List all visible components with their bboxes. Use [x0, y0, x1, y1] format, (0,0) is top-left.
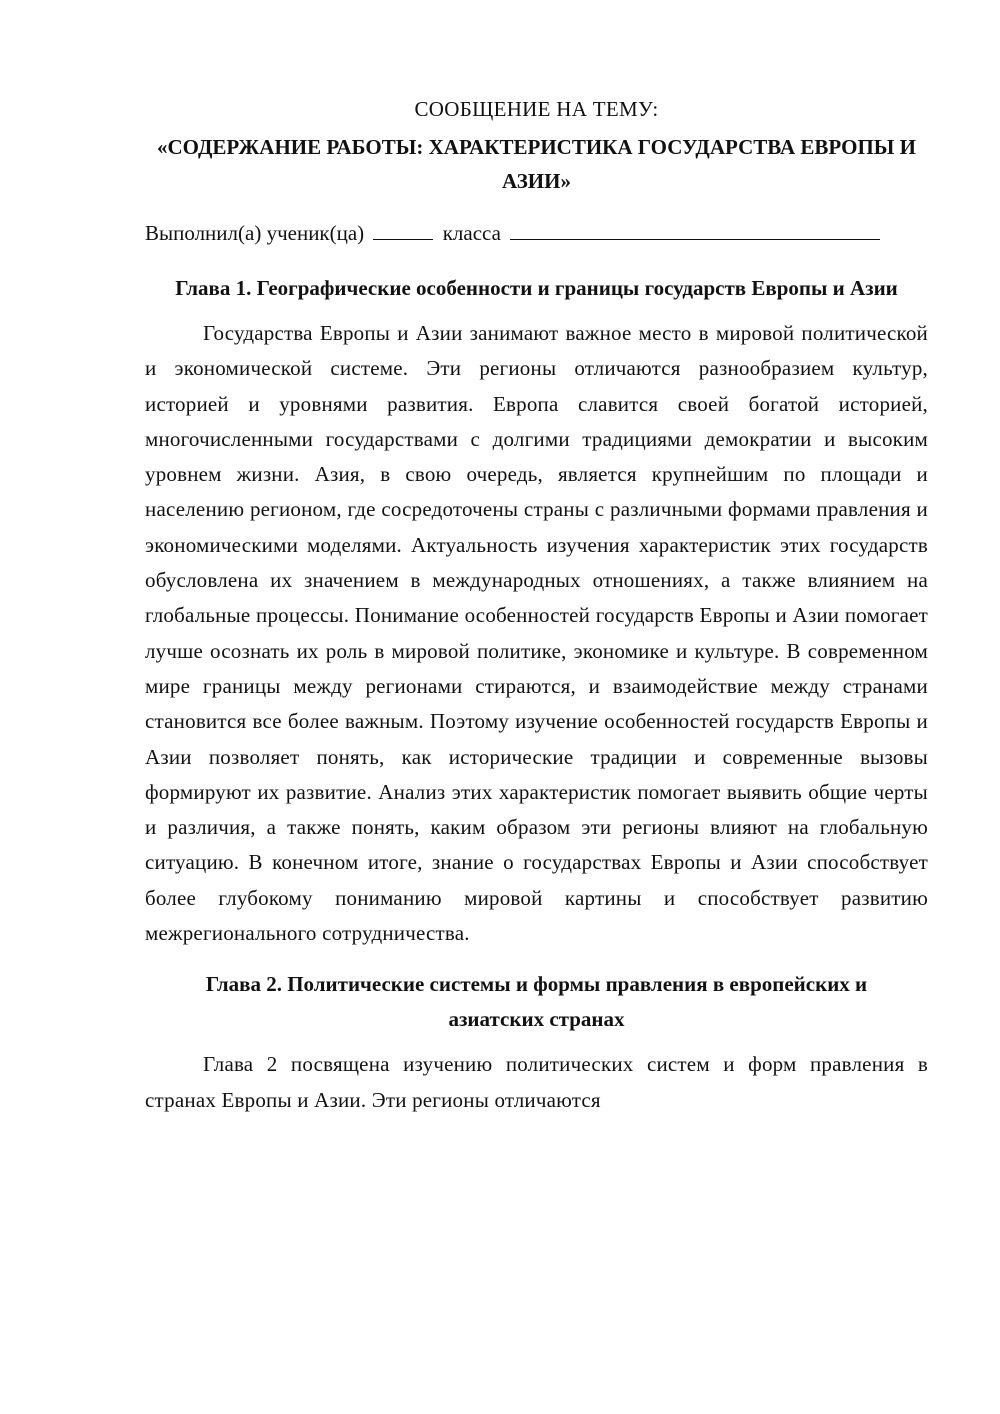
student-line [145, 216, 928, 250]
document-header: СООБЩЕНИЕ НА ТЕМУ: [414, 97, 659, 121]
chapter-2-body: Глава 2 посвящена изучению политических систем и форм правления в странах Европы и Азии. Эти регионы отличаются [145, 1052, 928, 1112]
chapter-1-body: Государства Европы и Азии занимают важное место в мировой политической и экономической системе. Эти регионы отличаются разнообразием культур, историей и уровнями развития. Европа славится своей богатой историей, многочисленными государствами с долгими традициями демократии и высоким уровнем жизни. Азия, в свою очередь, является крупнейшим по площади и населению регионом, где сосредоточены страны с различными формами правления и экономическими моделями. Актуальность изучения характеристик этих государств обусловлена их значением в международных отношениях, а также влиянием на глобальные процессы. Понимание особенностей государств Европы и Азии помогает лучше осознать их роль в мировой политике, экономике и культуре. В современном мире границы между регионами стираются, и взаимодействие между странами становится все более важным. Поэтому изучение особенностей государств Европы и Азии позволяет понять, как исторические традиции и современные вызовы формируют их развитие. Анализ этих характеристик помогает выявить общие черты и различия, а также понять, каким образом эти регионы влияют на глобальную ситуацию. В конечном итоге, знание о государствах Европы и Азии способствует более глубокому пониманию мировой картины и способствует развитию межрегионального сотрудничества. [145, 321, 928, 946]
chapter-2-heading: Глава 2. Политические системы и формы правления в европейских и азиатских странах [205, 972, 868, 1032]
student-label: Выполнил(а) ученик(ца) [145, 221, 365, 245]
class-label: класса [442, 221, 501, 245]
document-page [145, 92, 928, 1118]
chapter-1-heading: Глава 1. Географические особенности и границы государств Европы и Азии [175, 276, 898, 300]
grade-blank-field[interactable] [373, 217, 433, 240]
name-blank-field[interactable] [510, 217, 880, 240]
document-title: «СОДЕРЖАНИЕ РАБОТЫ: ХАРАКТЕРИСТИКА ГОСУДАРСТВА ЕВРОПЫ И АЗИИ» [157, 135, 916, 193]
